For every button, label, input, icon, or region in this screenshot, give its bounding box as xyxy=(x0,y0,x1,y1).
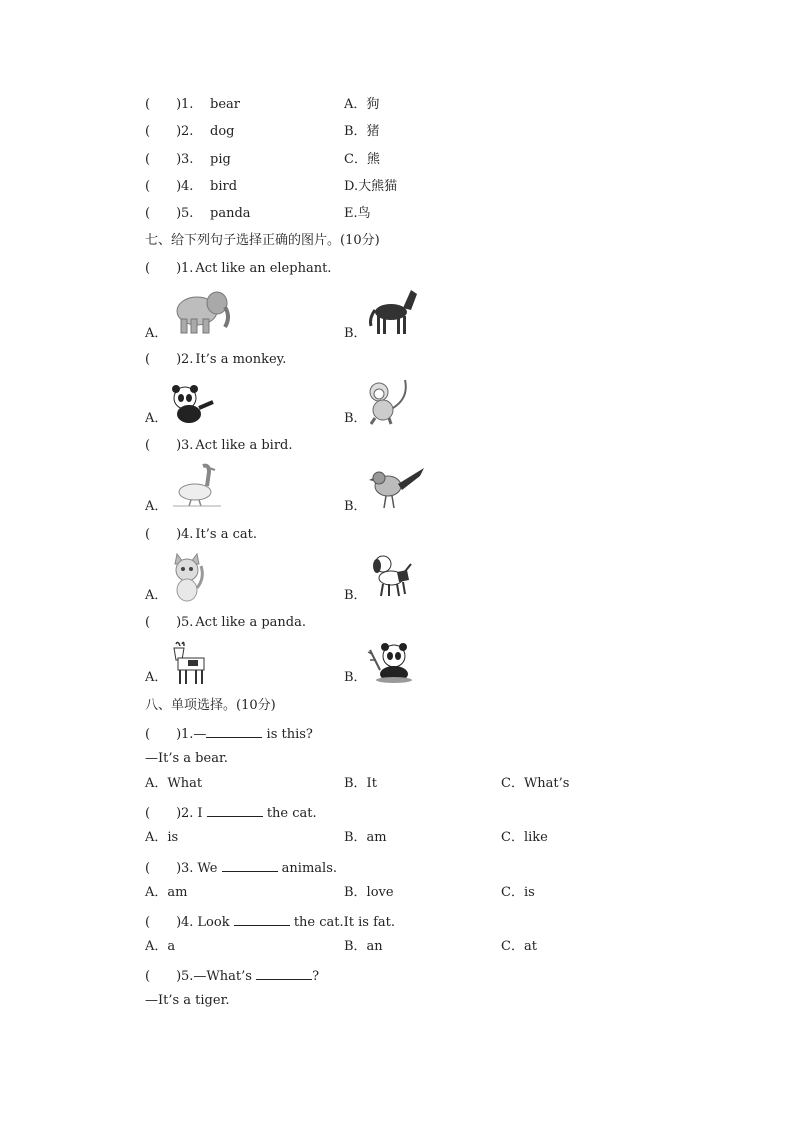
question-number: 1. xyxy=(181,97,194,112)
choice-row xyxy=(0,829,794,847)
option-a-label: A． xyxy=(145,670,168,685)
question-prefix: I xyxy=(197,806,207,821)
question-number: 2. xyxy=(181,806,194,821)
match-option: C．熊 xyxy=(344,152,380,167)
question-number: 1. xyxy=(181,261,194,276)
question-suffix: is this? xyxy=(262,727,313,742)
choice-b[interactable]: B．love xyxy=(344,885,394,900)
choice-a[interactable]: A．am xyxy=(145,885,188,900)
question-suffix: animals. xyxy=(277,861,337,876)
choice-a[interactable]: A．is xyxy=(145,830,179,845)
question-line xyxy=(145,965,319,983)
match-word: dog xyxy=(210,124,235,139)
answer-paren[interactable]: ( ) xyxy=(145,124,182,139)
choice-c[interactable]: C．like xyxy=(501,830,548,845)
answer-paren[interactable]: ( ) xyxy=(145,206,182,221)
question-line xyxy=(145,802,317,820)
match-word: bear xyxy=(210,97,240,112)
question-line xyxy=(145,911,395,929)
answer-paren[interactable]: ( ) xyxy=(145,438,182,453)
horse-picture[interactable] xyxy=(367,284,419,338)
match-item xyxy=(0,96,794,114)
choice-row xyxy=(0,884,794,902)
answer-paren[interactable]: ( ) xyxy=(145,97,182,112)
question-suffix: ? xyxy=(312,969,320,984)
question-prefix: Look xyxy=(197,915,234,930)
option-a-label: A． xyxy=(145,326,168,341)
goat-picture[interactable] xyxy=(168,640,210,686)
question-prefix: —What’s xyxy=(193,969,257,984)
question-prefix: We xyxy=(197,861,222,876)
question-text: Act like a bird. xyxy=(195,438,293,453)
match-option: A．狗 xyxy=(344,97,380,112)
option-a-label: A． xyxy=(145,588,168,603)
fill-blank[interactable] xyxy=(207,802,263,817)
cat-picture[interactable] xyxy=(167,552,207,602)
question-number: 5. xyxy=(181,969,194,984)
question-text: Act like a panda. xyxy=(195,615,306,630)
question-line xyxy=(145,437,292,455)
answer-paren[interactable]: ( ) xyxy=(145,969,182,984)
question-number: 4. xyxy=(181,179,194,194)
answer-paren[interactable]: ( ) xyxy=(145,806,182,821)
fill-blank[interactable] xyxy=(206,723,262,738)
fill-blank[interactable] xyxy=(222,857,278,872)
choice-row xyxy=(0,938,794,956)
question-number: 4. xyxy=(181,527,194,542)
monkey-picture[interactable] xyxy=(361,378,411,426)
question-line xyxy=(145,614,306,632)
question-number: 1. xyxy=(181,727,194,742)
question-text: It’s a cat. xyxy=(195,527,257,542)
match-word: panda xyxy=(210,206,251,221)
answer-paren[interactable]: ( ) xyxy=(145,615,182,630)
match-item xyxy=(0,151,794,169)
fill-blank[interactable] xyxy=(256,965,312,980)
match-word: bird xyxy=(210,179,238,194)
dog-picture[interactable] xyxy=(369,552,413,600)
question-number: 3. xyxy=(181,861,194,876)
option-b-label: B． xyxy=(344,499,367,514)
answer-paren[interactable]: ( ) xyxy=(145,179,182,194)
question-number: 2. xyxy=(181,352,194,367)
answer-paren[interactable]: ( ) xyxy=(145,527,182,542)
question-prefix: — xyxy=(193,727,207,742)
question-number: 5. xyxy=(181,206,194,221)
choice-c[interactable]: C．What’s xyxy=(501,776,570,791)
choice-b[interactable]: B．an xyxy=(344,939,383,954)
question-number: 4. xyxy=(181,915,194,930)
choice-a[interactable]: A．a xyxy=(145,939,176,954)
answer-paren[interactable]: ( ) xyxy=(145,727,182,742)
question-suffix: the cat. xyxy=(262,806,317,821)
answer-paren[interactable]: ( ) xyxy=(145,861,182,876)
question-number: 5. xyxy=(181,615,194,630)
question-number: 2. xyxy=(181,124,194,139)
goose-picture[interactable] xyxy=(169,462,225,510)
panda-picture[interactable] xyxy=(366,640,416,684)
answer-paren[interactable]: ( ) xyxy=(145,261,182,276)
option-a-label: A． xyxy=(145,411,168,426)
fill-blank[interactable] xyxy=(234,911,290,926)
match-word: pig xyxy=(210,152,231,167)
choice-row xyxy=(0,775,794,793)
option-a-label: A． xyxy=(145,499,168,514)
question-line xyxy=(145,723,313,741)
elephant-picture[interactable] xyxy=(167,287,231,337)
choice-c[interactable]: C．at xyxy=(501,939,537,954)
option-b-label: B． xyxy=(344,411,367,426)
match-option: B．猪 xyxy=(344,124,380,139)
question-suffix: the cat.It is fat. xyxy=(289,915,396,930)
answer-line: —It’s a tiger. xyxy=(145,993,230,1008)
option-b-label: B． xyxy=(344,670,367,685)
match-item xyxy=(0,178,794,196)
question-text: It’s a monkey. xyxy=(195,352,287,367)
section-title: 七、给下列句子选择正确的图片。(10分) xyxy=(145,233,380,248)
answer-paren[interactable]: ( ) xyxy=(145,352,182,367)
question-line xyxy=(145,351,286,369)
option-b-label: B． xyxy=(344,588,367,603)
option-b-label: B． xyxy=(344,326,367,341)
question-line xyxy=(145,857,337,875)
question-text: Act like an elephant. xyxy=(195,261,332,276)
question-line xyxy=(145,526,257,544)
panda-picture[interactable] xyxy=(167,384,217,426)
section-title: 八、单项选择。(10分) xyxy=(145,698,276,713)
question-number: 3. xyxy=(181,152,194,167)
answer-paren[interactable]: ( ) xyxy=(145,915,182,930)
match-option: D.大熊猫 xyxy=(344,179,398,194)
choice-b[interactable]: B．am xyxy=(344,830,387,845)
match-option: E.鸟 xyxy=(344,206,371,221)
answer-line: —It’s a bear. xyxy=(145,751,228,766)
match-item xyxy=(0,123,794,141)
choice-b[interactable]: B．It xyxy=(344,776,377,791)
question-line xyxy=(145,260,331,278)
answer-paren[interactable]: ( ) xyxy=(145,152,182,167)
choice-a[interactable]: A．What xyxy=(145,776,203,791)
question-number: 3. xyxy=(181,438,194,453)
bird-picture[interactable] xyxy=(368,464,426,512)
match-item xyxy=(0,205,794,223)
choice-c[interactable]: C．is xyxy=(501,885,535,900)
